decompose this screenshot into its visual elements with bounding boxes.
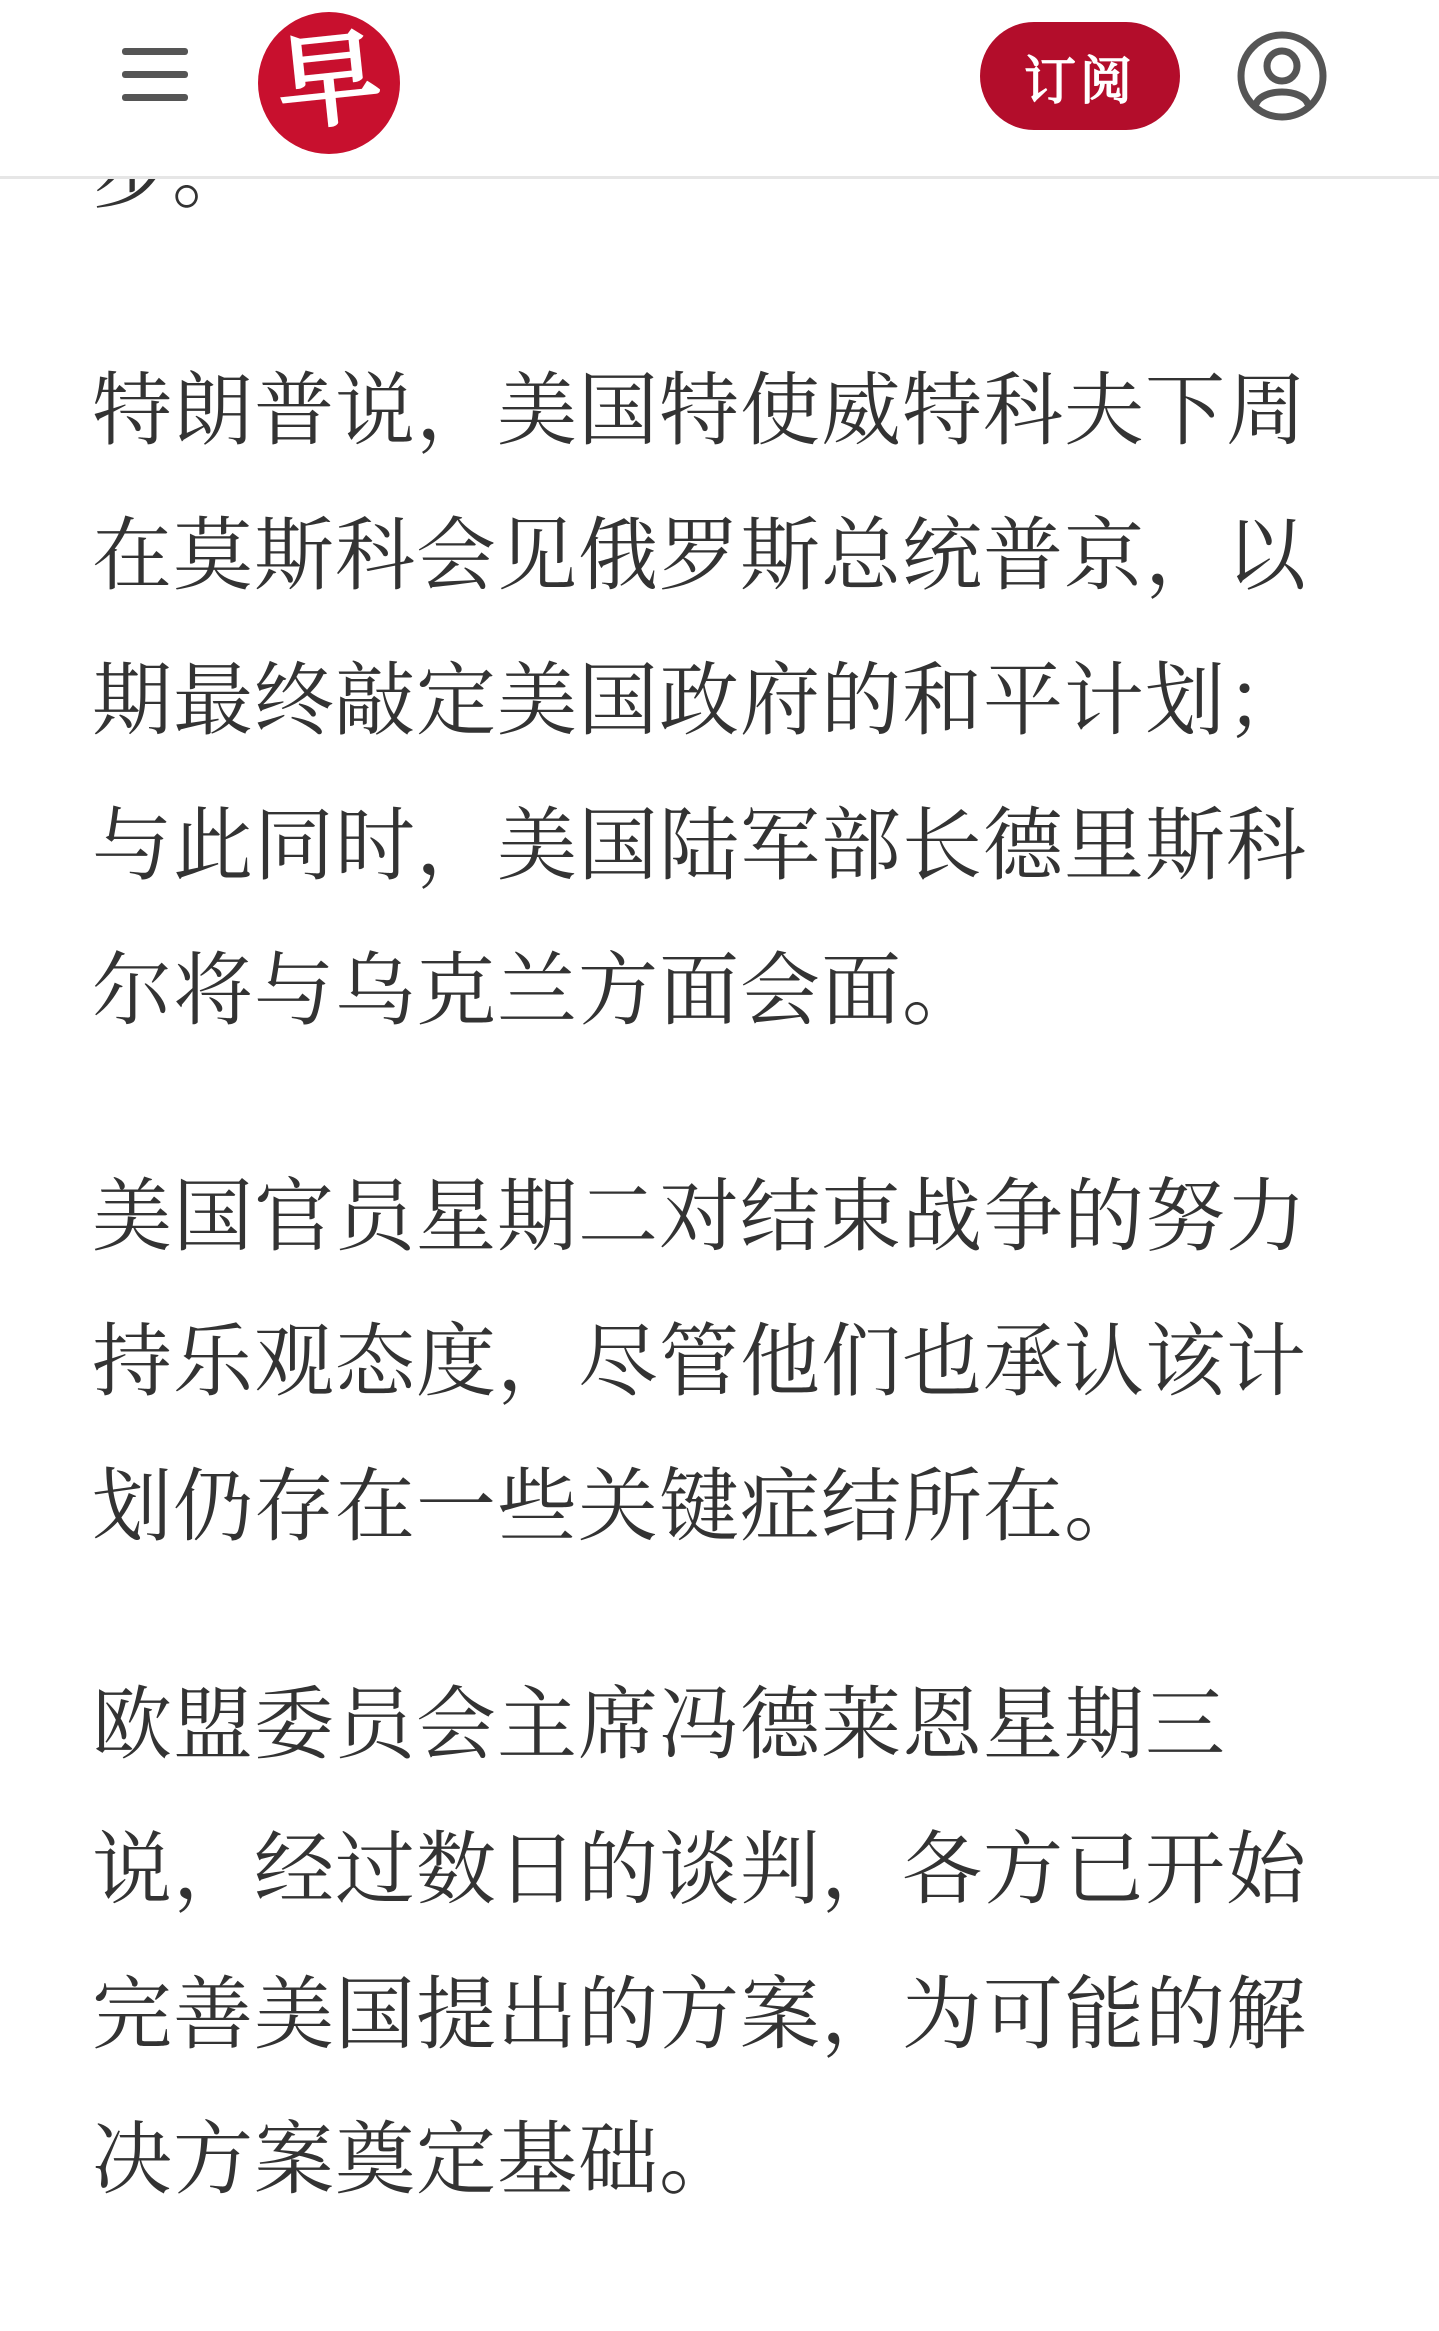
- article-paragraph: 欧盟委员会主席冯德莱恩星期三说，经过数日的谈判，各方已开始完善美国提出的方案，为可能的解决方案奠定基础。: [92, 1678, 1307, 2206]
- article-paragraph: 美国官员星期二对结束战争的努力持乐观态度，尽管他们也承认该计划仍存在一些关键症结所在。: [92, 1170, 1307, 1553]
- hamburger-menu-icon[interactable]: [118, 44, 194, 106]
- user-account-icon[interactable]: [1236, 30, 1328, 122]
- site-logo[interactable]: [258, 12, 400, 154]
- menu-bar-line: [122, 94, 188, 101]
- logo-text: 早: [270, 13, 388, 148]
- top-navigation-bar: [0, 0, 1439, 179]
- menu-bar-line: [122, 71, 188, 78]
- article-paragraph: 特朗普说，美国特使威特科夫下周在莫斯科会见俄罗斯总统普京，以期最终敲定美国政府的和平计划；与此同时，美国陆军部长德里斯科尔将与乌克兰方面会面。: [92, 364, 1307, 1037]
- subscribe-button[interactable]: 订阅: [980, 22, 1180, 130]
- menu-bar-line: [122, 48, 188, 55]
